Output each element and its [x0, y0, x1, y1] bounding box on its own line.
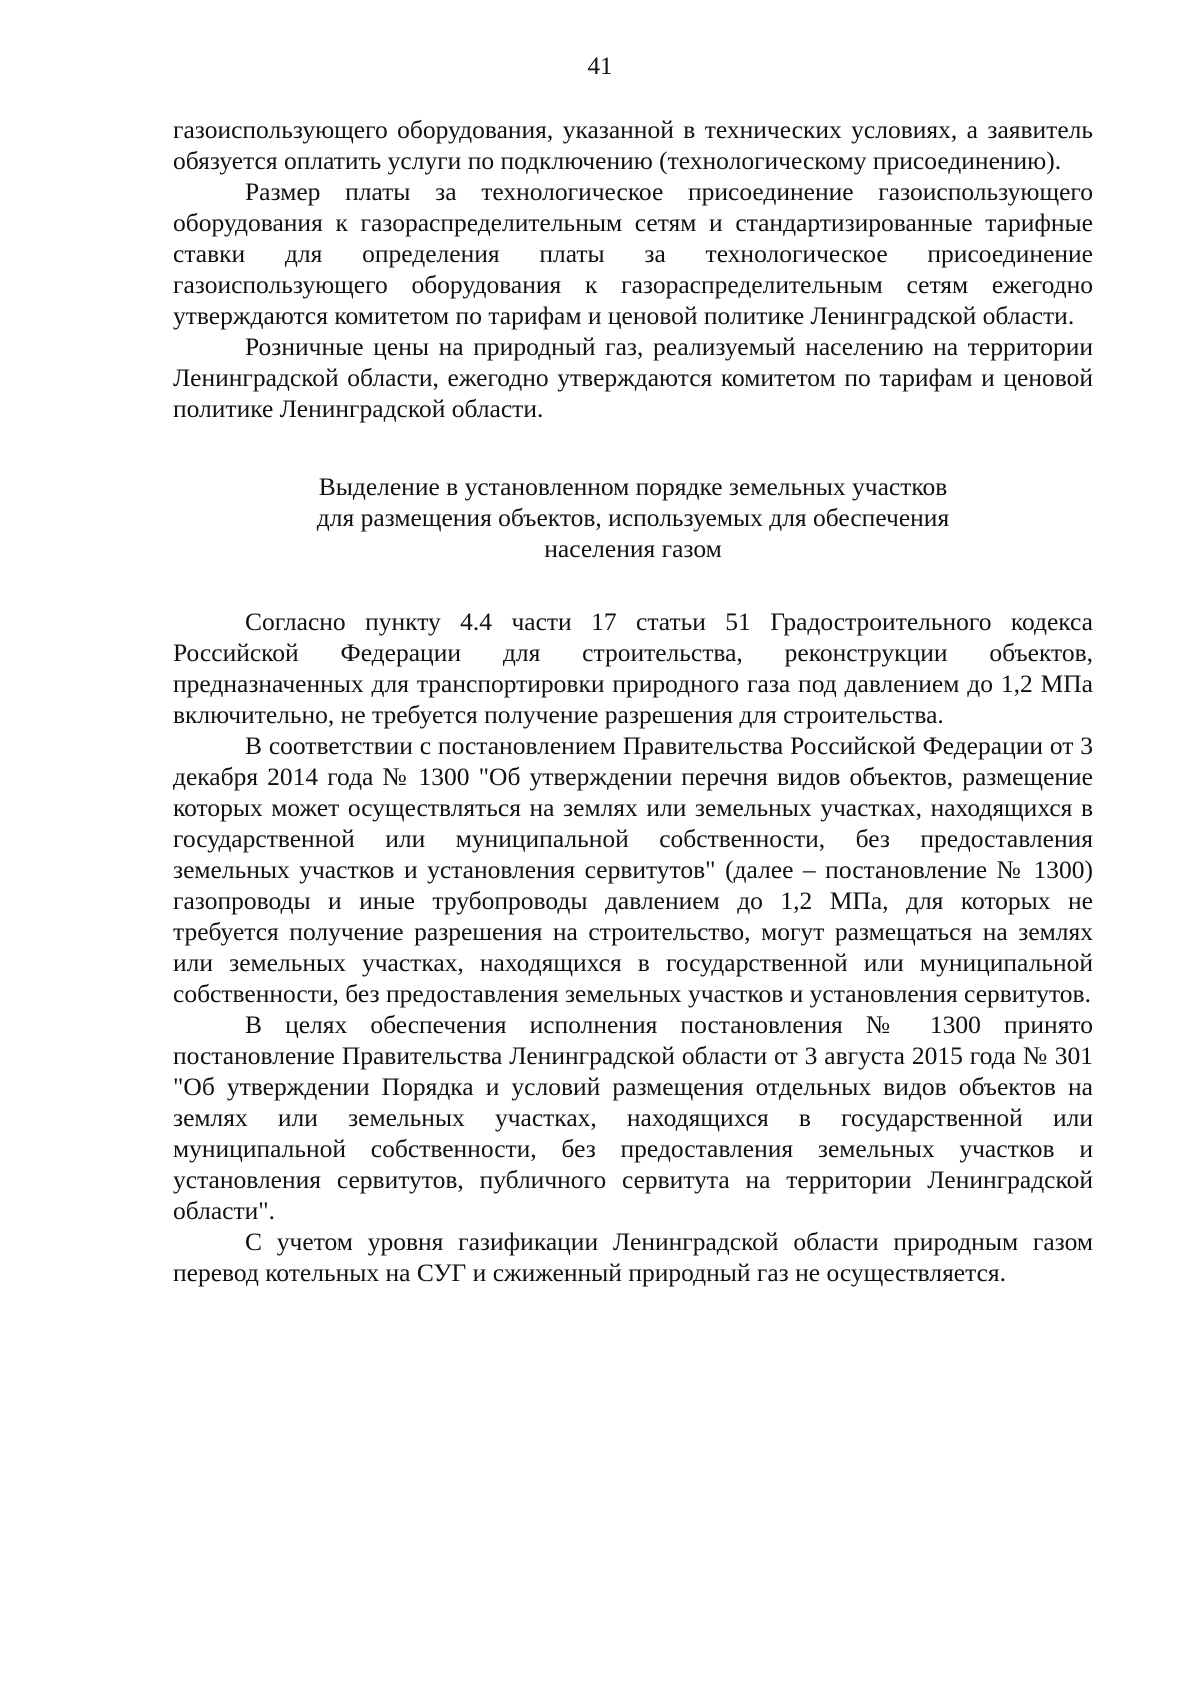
paragraph-retail-prices: Розничные цены на природный газ, реализуемый населению на территории Ленинградской области, ежегодно утверждаются комитетом по тарифам и ценовой политике Ленинградской области.: [173, 332, 1093, 423]
section-heading-line: для размещения объектов, используемых для обеспечения: [316, 503, 950, 532]
paragraph-regional-decree-301: В целях обеспечения исполнения постановления № 1300 принято постановление Правительства Ленинградской области от 3 августа 2015 года № 301 "Об утверждении Порядка и условий размещения отдельных видов объектов на землях или земельных участках, находящихся в государственной или муниципальной собственности, без предоставления земельных участков и установления сервитутов, публичного сервитута на территории Ленинградской области".: [173, 1010, 1093, 1225]
paragraph-urban-planning-code: Согласно пункту 4.4 части 17 статьи 51 Градостроительного кодекса Российской Федерации для строительства, реконструкции объектов, предназначенных для транспортировки природного газа под давлением до 1,2 МПа включительно, не требуется получение разрешения для строительства.: [173, 607, 1093, 729]
section-heading: [173, 471, 1093, 564]
page-number: 41: [587, 53, 613, 80]
section-heading-line: населения газом: [544, 534, 722, 563]
paragraph-gasification-level: С учетом уровня газификации Ленинградской области природным газом перевод котельных на СУГ и сжиженный природный газ не осуществляется.: [173, 1227, 1093, 1287]
paragraph-continuation: газоиспользующего оборудования, указанной в технических условиях, а заявитель обязуется оплатить услуги по подключению (технологическому присоединению).: [173, 115, 1093, 175]
document-body: [173, 114, 1093, 1288]
paragraph-government-decree-1300: В соответствии с постановлением Правительства Российской Федерации от 3 декабря 2014 года № 1300 "Об утверждении перечня видов объектов, размещение которых может осуществляться на землях или земельных участках, находящихся в государственной или муниципальной собственности, без предоставления земельных участков и установления сервитутов" (далее – постановление № 1300) газопроводы и иные трубопроводы давлением до 1,2 МПа, для которых не требуется получение разрешения на строительство, могут размещаться на землях или земельных участках, находящихся в государственной или муниципальной собственности, без предоставления земельных участков и установления сервитутов.: [173, 731, 1093, 1008]
paragraph-connection-fee: Размер платы за технологическое присоединение газоиспользующего оборудования к газораспределительным сетям и стандартизированные тарифные ставки для определения платы за технологическое присоединение газоиспользующего оборудования к газораспределительным сетям ежегодно утверждаются комитетом по тарифам и ценовой политике Ленинградской области.: [173, 177, 1093, 330]
section-heading-line: Выделение в установленном порядке земельных участков: [318, 472, 948, 501]
